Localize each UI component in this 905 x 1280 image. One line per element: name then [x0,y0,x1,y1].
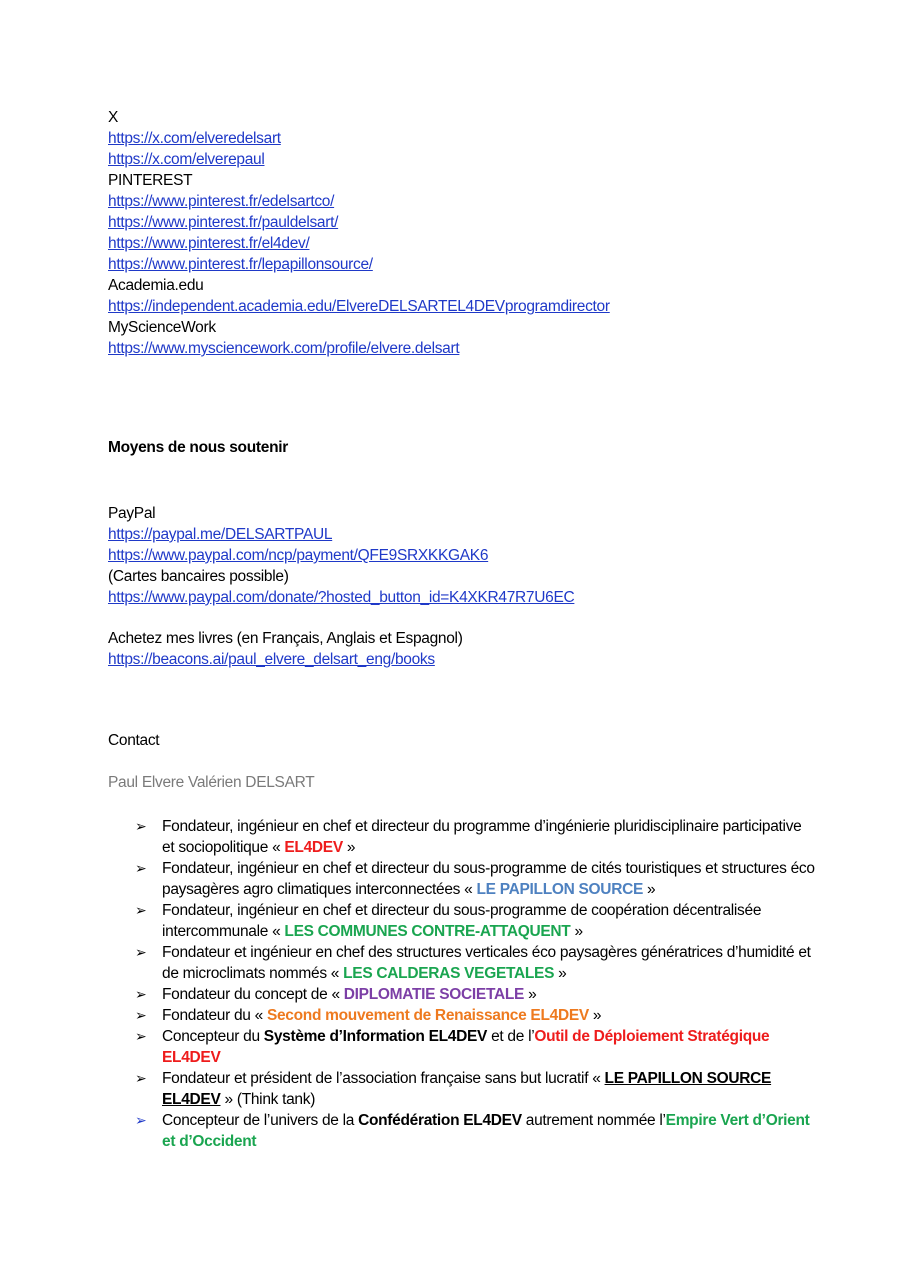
contact-heading: Contact [108,732,160,749]
list-item: ➢ Concepteur de l’univers de la Confédération EL4DEV autrement nommée l’Empire Vert d’Orient et d’Occident [135,1112,810,1150]
highlight-calderas: LES CALDERAS VEGETALES [343,965,555,982]
paypal-payment-link[interactable]: https://www.paypal.com/ncp/payment/QFE9SRXKKGAK6 [108,547,489,564]
x-heading: X [108,109,119,126]
bold-systeme-information: Système d’Information EL4DEV [263,1028,488,1045]
arrow-bullet-icon: ➢ [135,1007,147,1023]
academia-heading: Academia.edu [108,277,204,294]
pinterest-link-lepapillonsource[interactable]: https://www.pinterest.fr/lepapillonsource/ [108,256,373,273]
list-item: ➢ Fondateur, ingénieur en chef et directeur du sous-programme de cités touristiques et structures éco paysagères agro climatiques interconnectées « LE PAPILLON SOURCE » [135,860,815,898]
highlight-association: LE PAPILLON SOURCE EL4DEV [162,1070,772,1108]
cards-note: (Cartes bancaires possible) [108,568,289,585]
pinterest-heading: PINTEREST [108,172,193,189]
list-item: ➢ Concepteur du Système d’Information EL4DEV et de l’Outil de Déploiement Stratégique EL4DEV [135,1028,770,1066]
bold-confederation: Confédération EL4DEV [358,1112,522,1129]
arrow-bullet-icon: ➢ [135,944,147,960]
highlight-outil-deploiement: Outil de Déploiement Stratégique EL4DEV [162,1028,770,1066]
arrow-bullet-icon: ➢ [135,860,147,876]
highlight-empire-vert: Empire Vert d’Orient et d’Occident [162,1112,810,1150]
paypal-donate-link[interactable]: https://www.paypal.com/donate/?hosted_button_id=K4XKR47R7U6EC [108,589,575,606]
books-link[interactable]: https://beacons.ai/paul_elvere_delsart_eng/books [108,651,435,668]
highlight-papillon-source: LE PAPILLON SOURCE [476,881,644,898]
mysciencework-heading: MyScienceWork [108,319,216,336]
arrow-bullet-icon: ➢ [135,818,147,834]
support-heading: Moyens de nous soutenir [108,439,288,456]
list-item: ➢ Fondateur et président de l’association française sans but lucratif « LE PAPILLON SOURCE EL4DEV » (Think tank) [135,1070,772,1108]
arrow-bullet-icon: ➢ [135,1112,147,1128]
contact-name: Paul Elvere Valérien DELSART [108,774,315,791]
pinterest-link-pauldelsart[interactable]: https://www.pinterest.fr/pauldelsart/ [108,214,339,231]
highlight-el4dev: EL4DEV [284,839,343,856]
pinterest-link-el4dev[interactable]: https://www.pinterest.fr/el4dev/ [108,235,310,252]
highlight-diplomatie: DIPLOMATIE SOCIETALE [343,986,525,1003]
x-link-elverepaul[interactable]: https://x.com/elverepaul [108,151,265,168]
x-link-elveredelsart[interactable]: https://x.com/elveredelsart [108,130,281,147]
paypal-me-link[interactable]: https://paypal.me/DELSARTPAUL [108,526,333,543]
highlight-communes: LES COMMUNES CONTRE-ATTAQUENT [284,923,571,940]
arrow-bullet-icon: ➢ [135,986,147,1002]
arrow-bullet-icon: ➢ [135,902,147,918]
roles-list [135,816,815,1152]
arrow-bullet-icon: ➢ [135,1028,147,1044]
pinterest-link-edelsartco[interactable]: https://www.pinterest.fr/edelsartco/ [108,193,335,210]
list-item: ➢ Fondateur du « Second mouvement de Renaissance EL4DEV » [135,1007,602,1024]
list-item: ➢ Fondateur et ingénieur en chef des structures verticales éco paysagères génératrices d’humidité et de microclimats nommés « LES CALDERAS VEGETALES » [135,944,811,982]
highlight-renaissance: Second mouvement de Renaissance EL4DEV [266,1007,589,1024]
list-item: ➢ Fondateur du concept de « DIPLOMATIE SOCIETALE » [135,986,537,1003]
books-text: Achetez mes livres (en Français, Anglais et Espagnol) [108,630,463,647]
list-item: ➢ Fondateur, ingénieur en chef et directeur du sous-programme de coopération décentralisée intercommunale « LES COMMUNES CONTRE-ATTAQUENT » [135,902,762,940]
list-item: ➢ Fondateur, ingénieur en chef et directeur du programme d’ingénierie pluridisciplinaire participative et sociopolitique « EL4DEV » [135,818,802,856]
mysciencework-link[interactable]: https://www.mysciencework.com/profile/elvere.delsart [108,340,460,357]
paypal-heading: PayPal [108,505,156,522]
academia-link[interactable]: https://independent.academia.edu/ElvereDELSARTEL4DEVprogramdirector [108,298,610,315]
arrow-bullet-icon: ➢ [135,1070,147,1086]
